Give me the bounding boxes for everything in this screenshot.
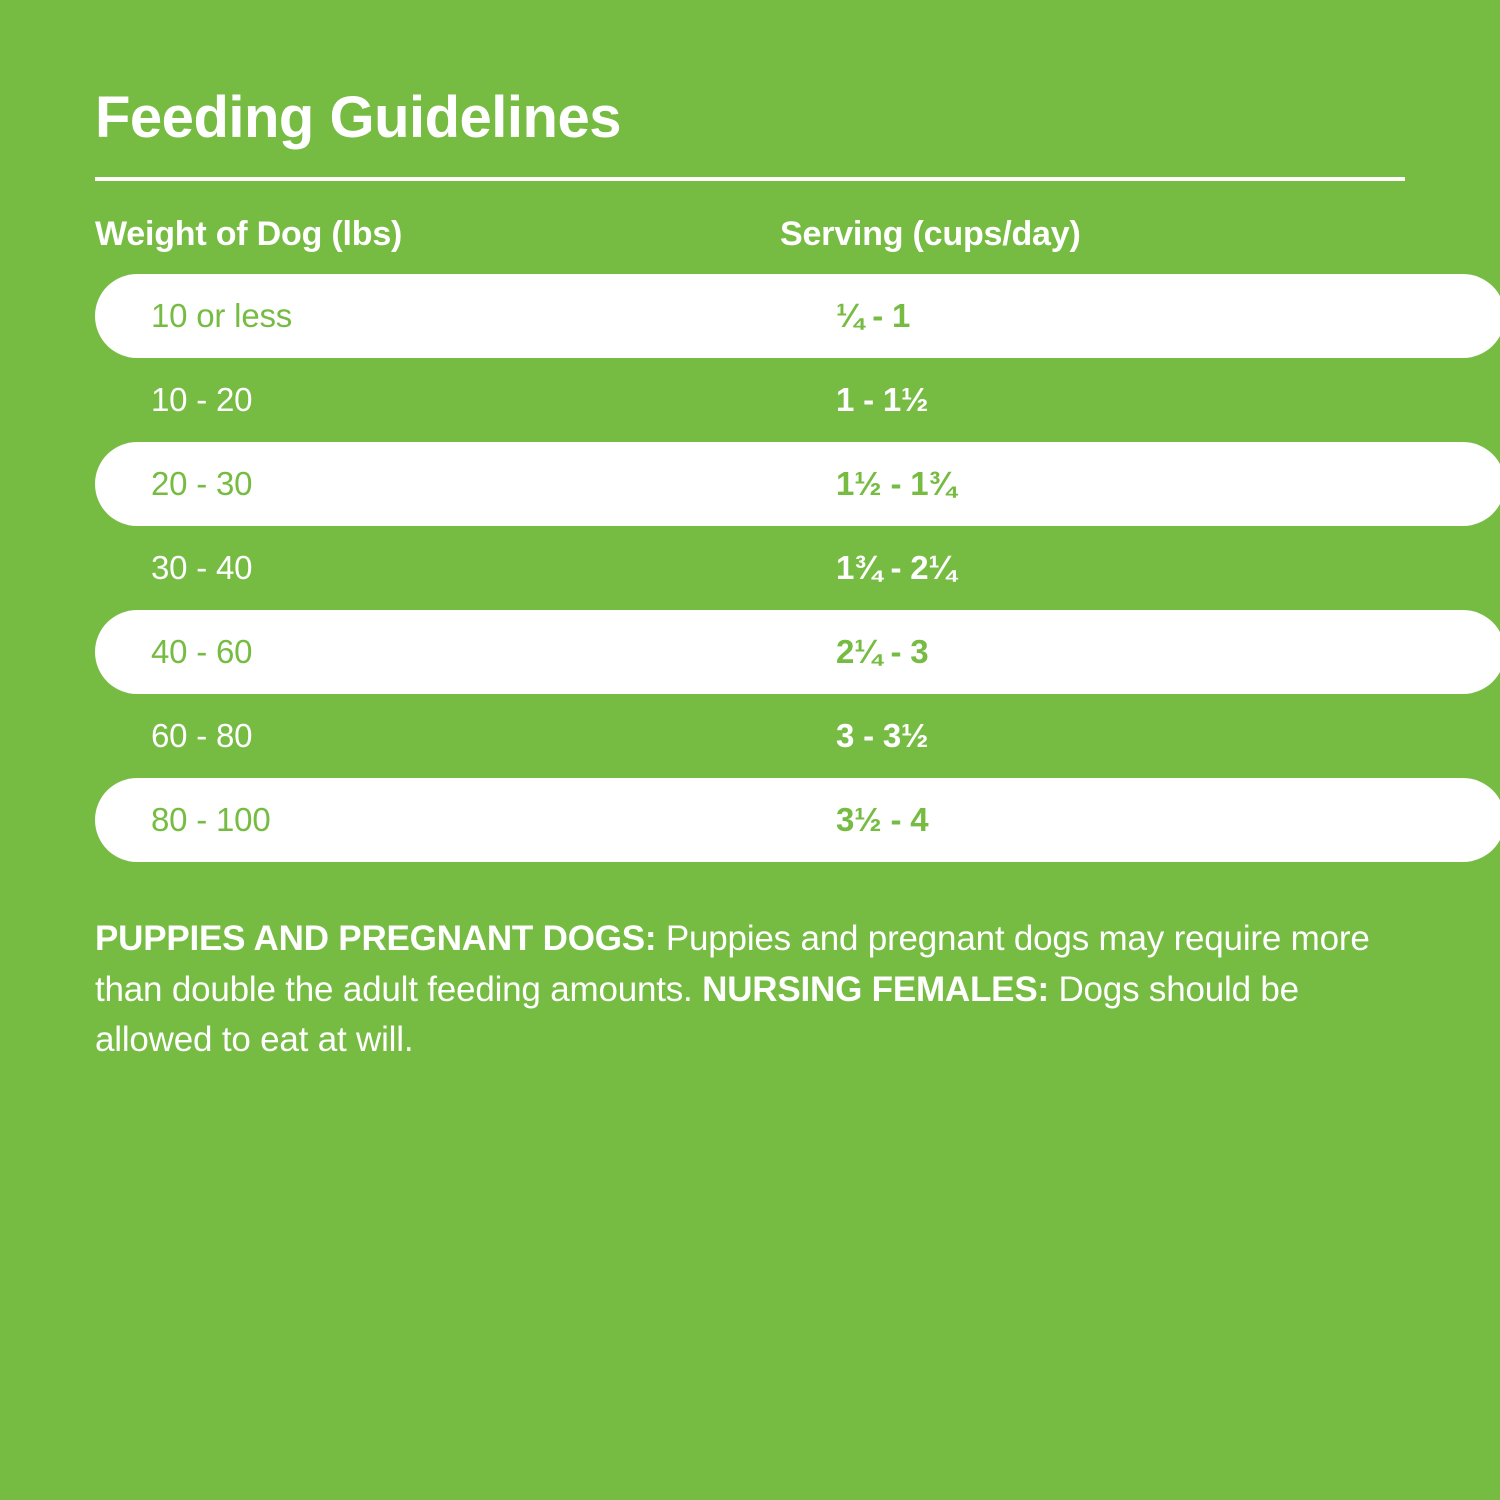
table-row (95, 274, 1500, 358)
cell-serving: ¼ - 1 (836, 297, 911, 335)
cell-weight: 20 - 30 (151, 465, 253, 503)
note-label-puppies: PUPPIES AND PREGNANT DOGS: (95, 918, 657, 958)
table-row (95, 442, 1500, 526)
table-row (95, 526, 1500, 610)
cell-weight: 80 - 100 (151, 801, 271, 839)
cell-weight: 10 - 20 (151, 381, 253, 419)
column-header-weight: Weight of Dog (lbs) (95, 214, 403, 253)
cell-serving: 3 - 3½ (836, 717, 929, 755)
cell-serving: 1 - 1½ (836, 381, 929, 419)
note-text-nursing: Dogs should be allowed to eat at will. (95, 969, 1299, 1060)
feeding-table (95, 274, 1500, 862)
feeding-note (95, 914, 1425, 1066)
cell-serving: 1¾ - 2¼ (836, 549, 956, 587)
cell-weight: 30 - 40 (151, 549, 253, 587)
note-label-nursing: NURSING FEMALES: (702, 969, 1049, 1009)
table-row (95, 358, 1500, 442)
table-row (95, 694, 1500, 778)
cell-serving: 2¼ - 3 (836, 633, 929, 671)
cell-serving: 1½ - 1¾ (836, 465, 956, 503)
cell-weight: 60 - 80 (151, 717, 253, 755)
column-header-serving: Serving (cups/day) (780, 214, 1081, 253)
cell-serving: 3½ - 4 (836, 801, 929, 839)
cell-weight: 10 or less (151, 297, 293, 335)
table-row (95, 610, 1500, 694)
page-title: Feeding Guidelines (95, 85, 621, 150)
title-divider (95, 177, 1405, 181)
table-column-headers (95, 215, 1405, 254)
table-row (95, 778, 1500, 862)
note-text-puppies: Puppies and pregnant dogs may require more than double the adult feeding amounts. (95, 918, 1370, 1009)
cell-weight: 40 - 60 (151, 633, 253, 671)
